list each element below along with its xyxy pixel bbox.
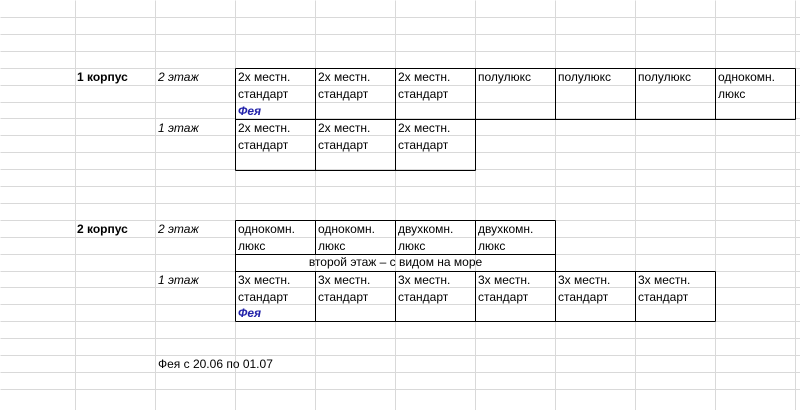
room-cell: стандарт	[478, 290, 529, 304]
building-2-floor-1-label: 1 этаж	[158, 273, 199, 287]
room-cell: стандарт	[398, 87, 449, 101]
room-cell: однокомн.	[718, 70, 775, 84]
building-2-label: 2 корпус	[77, 222, 128, 236]
room-cell: 3х местн.	[318, 273, 371, 287]
room-cell: стандарт	[238, 138, 289, 152]
room-cell: люкс	[238, 239, 266, 253]
building-1-label: 1 корпус	[77, 70, 128, 84]
building-1-floor-1-label: 1 этаж	[158, 121, 199, 135]
room-cell: стандарт	[398, 290, 449, 304]
room-cell: стандарт	[398, 138, 449, 152]
room-cell: люкс	[718, 87, 746, 101]
building-2-floor-2-label: 2 этаж	[158, 222, 199, 236]
room-cell: 3х местн.	[398, 273, 451, 287]
room-cell: 2х местн.	[318, 70, 371, 84]
fey-marker: Фея	[238, 306, 262, 320]
building-1-floor-2-label: 2 этаж	[158, 70, 199, 84]
room-cell: 3х местн.	[478, 273, 531, 287]
room-cell: люкс	[478, 239, 506, 253]
room-cell: 2х местн.	[398, 121, 451, 135]
room-cell: однокомн.	[318, 222, 375, 236]
sea-view-note: второй этаж – с видом на море	[308, 255, 483, 269]
room-cell: 2х местн.	[398, 70, 451, 84]
room-cell: стандарт	[238, 87, 289, 101]
room-cell: полулюкс	[638, 70, 692, 84]
fey-marker: Фея	[238, 104, 262, 118]
room-cell: полулюкс	[558, 70, 612, 84]
room-cell: 3х местн.	[558, 273, 611, 287]
room-cell: стандарт	[318, 138, 369, 152]
room-cell: полулюкс	[478, 70, 532, 84]
room-cell: 3х местн.	[638, 273, 691, 287]
room-cell: 2х местн.	[238, 70, 291, 84]
footnote: Фея с 20.06 по 01.07	[158, 357, 273, 371]
room-cell: двухкомн.	[398, 222, 454, 236]
room-cell: стандарт	[238, 290, 289, 304]
room-cell: 2х местн.	[318, 121, 371, 135]
room-cell: стандарт	[318, 290, 369, 304]
room-cell: однокомн.	[238, 222, 295, 236]
room-cell: люкс	[318, 239, 346, 253]
room-cell: стандарт	[558, 290, 609, 304]
room-cell: 3х местн.	[238, 273, 291, 287]
room-cell: стандарт	[318, 87, 369, 101]
room-cell: стандарт	[638, 290, 689, 304]
room-cell: 2х местн.	[238, 121, 291, 135]
room-cell: двухкомн.	[478, 222, 534, 236]
room-cell: люкс	[398, 239, 426, 253]
